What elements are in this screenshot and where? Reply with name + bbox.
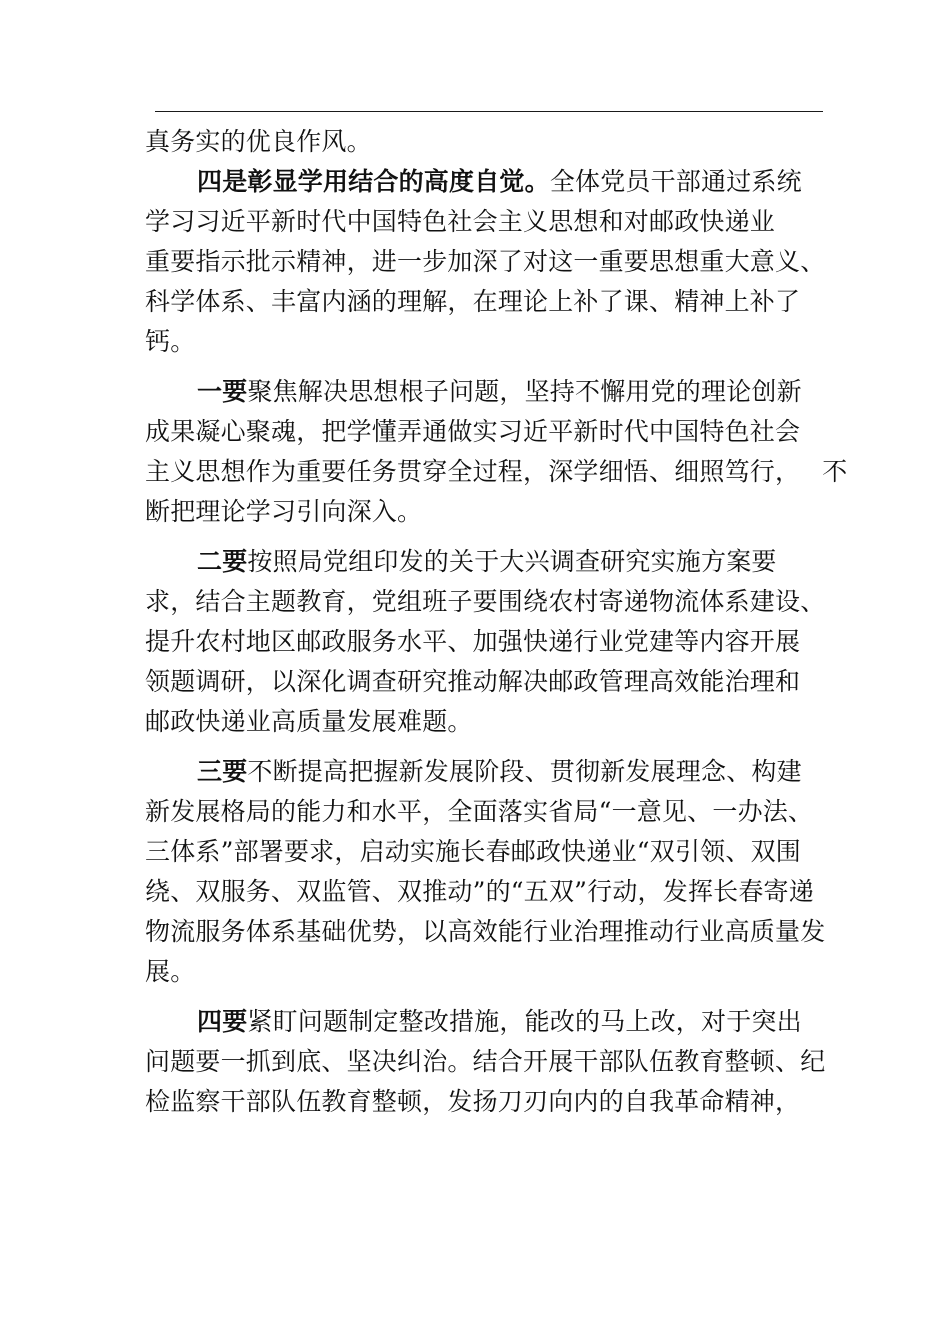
paragraph-san-yao (145, 752, 825, 992)
text-line: 领题调研，以深化调查研究推动解决邮政管理高效能治理和 (145, 667, 801, 696)
text-line: 绕、双服务、双监管、双推动”的“五双”行动，发挥长春寄递 (145, 877, 814, 906)
paragraph-lead: 四是彰显学用结合的高度自觉。 (197, 167, 550, 196)
paragraph-lead: 二要 (197, 547, 248, 576)
paragraph-fourth-point (145, 162, 825, 362)
text-line: 检监察干部队伍教育整顿，发扬刀刃向内的自我革命精神， (145, 1087, 801, 1116)
paragraph-lead: 一要 (197, 377, 248, 406)
text-line: 问题要一抓到底、坚决纠治。结合开展干部队伍教育整顿、纪 (145, 1047, 826, 1076)
text-line: 重要指示批示精神，进一步加深了对这一重要思想重大意义、 (145, 247, 826, 276)
text-run: 全体党员干部通过系统 (549, 167, 802, 196)
text-line: 钙。 (145, 327, 196, 356)
text-line (145, 372, 825, 412)
text-line: 科学体系、丰富内涵的理解，在理论上补了课、精神上补了 (145, 287, 801, 316)
paragraph-lead: 四要 (197, 1007, 248, 1036)
text-run: 聚焦解决思想根子问题，坚持不懈用党的理论创新 (247, 377, 802, 406)
text-line: 新发展格局的能力和水平，全面落实省局“一意见、一办法、 (145, 797, 814, 826)
paragraph-yi-yao (145, 372, 848, 532)
text-line: 邮政快递业高质量发展难题。 (145, 707, 473, 736)
text-line: 物流服务体系基础优势，以高效能行业治理推动行业高质量发 (145, 917, 826, 946)
text-run: 按照局党组印发的关于大兴调查研究实施方案要 (247, 547, 777, 576)
document-body (145, 122, 848, 1122)
text-run: 不断提高把握新发展阶段、贯彻新发展理念、构建 (247, 757, 802, 786)
text-line (145, 542, 825, 582)
text-run: 不 (822, 457, 848, 486)
text-line: 成果凝心聚魂，把学懂弄通做实习近平新时代中国特色社会 (145, 417, 801, 446)
text-line: 真务实的优良作风。 (145, 127, 372, 156)
text-line: 学习习近平新时代中国特色社会主义思想和对邮政快递业 (145, 207, 776, 236)
header-rule (155, 111, 823, 112)
text-run: 主义思想作为重要任务贯穿全过程，深学细悟、细照笃行， (145, 457, 801, 486)
paragraph-lead: 三要 (197, 757, 248, 786)
paragraph-continuation (145, 122, 825, 162)
paragraph-si-yao (145, 1002, 825, 1122)
text-line (145, 752, 825, 792)
text-line: 断把理论学习引向深入。 (145, 497, 423, 526)
text-run: 紧盯问题制定整改措施，能改的马上改，对于突出 (247, 1007, 802, 1036)
text-line (145, 452, 848, 492)
text-line (145, 162, 825, 202)
text-line: 三体系”部署要求，启动实施长春邮政快递业“双引领、双围 (145, 837, 801, 866)
paragraph-er-yao (145, 542, 825, 742)
text-line: 展。 (145, 957, 196, 986)
text-line: 提升农村地区邮政服务水平、加强快递行业党建等内容开展 (145, 627, 801, 656)
text-line (145, 1002, 825, 1042)
text-line: 求，结合主题教育，党组班子要围绕农村寄递物流体系建设、 (145, 587, 826, 616)
